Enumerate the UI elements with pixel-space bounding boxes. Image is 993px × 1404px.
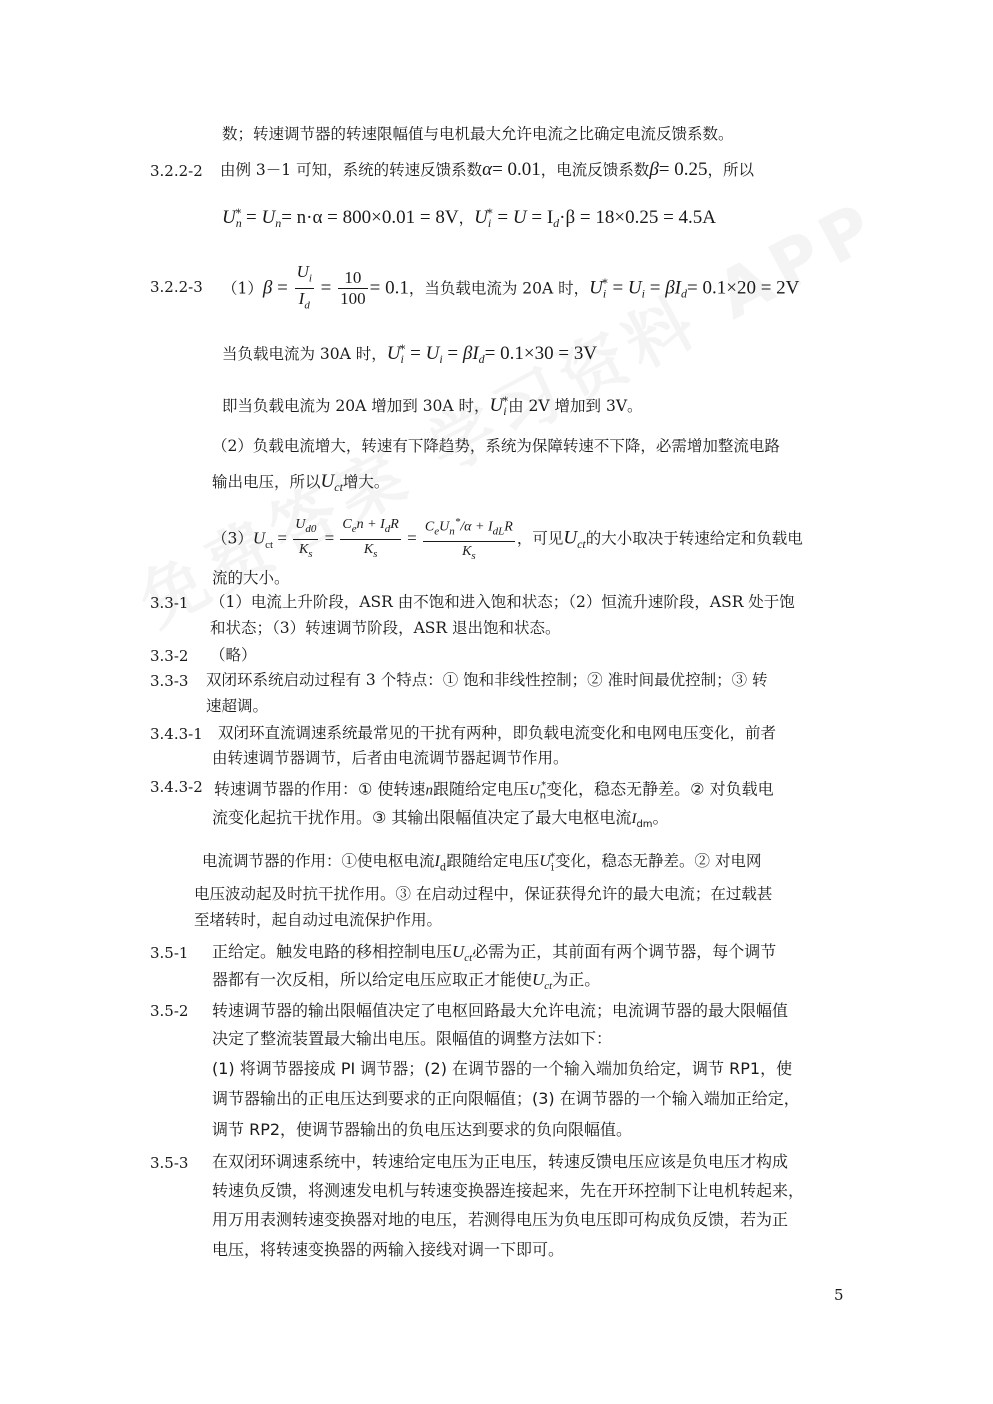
section-3431-line-1: 双闭环直流调速系统最常见的干扰有两种，即负载电流变化和电网电压变化，前者 [218,724,777,742]
section-331-line-2: 和状态；（3）转速调节阶段，ASR 退出饱和状态。 [210,619,561,637]
para-2-line-1: （2）负载电流增大，转速有下降趋势，系统为保障转速不下降，必需增加整流电路 [212,437,780,455]
section-3432-line-4: 电压波动起及时抗干扰作用。③ 在启动过程中，保证获得允许的最大电流；在过载甚 [194,885,773,903]
section-331-line-1: （1）电流上升阶段，ASR 由不饱和进入饱和状态；（2）恒流升速阶段，ASR 处于饱 [210,593,795,611]
section-number: 3.5-2 [150,1002,189,1020]
section-352-line-5: 调节 RP2，使调节器输出的负电压达到要求的负向限幅值。 [212,1120,633,1139]
section-351-line-2: 器都有一次反相，所以给定电压应取正才能使$U_{ct}$为正。 [212,970,601,993]
section-332-line-1: （略） [210,646,257,664]
load-increase-line: 即当负载电流为 20A 增加到 30A 时，$U_i^*$由 2V 增加到 3V。 [222,394,643,419]
section-352-line-3: (1) 将调节器接成 PI 调节器；(2) 在调节器的一个输入端加负给定，调节 RP1，使 [212,1059,793,1078]
section-number: 3.3-1 [150,594,189,612]
equation-uct: $(3)U_{ct}$ = $\frac{U_{d0}}{K_s}$ = $\frac{C_en + I_dR}{K_s}$ = $\frac{C_eU_n^*/\alpha + I_{dL}R}{K_s}$ ，可见$U_{ct}$的大小取决于转速给定和负载电 [212,512,803,566]
section-number: 3.5-3 [150,1154,189,1172]
section-3431-line-2: 由转速调节器调节，后者由电流调节器起调节作用。 [212,749,569,767]
load-30a-line: 当负载电流为 30A 时，$U_i^* = U_i = \beta I_d= 0.1\times 30 = 3V$ [222,342,598,367]
section-number: 3.4.3-2 [150,778,203,796]
section-353-line-2: 转速负反馈，将测速发电机与转速变换器连接起来，先在开环控制下让电机转起来， [212,1181,805,1200]
page-number: 5 [834,1286,844,1304]
section-333-line-1: 双闭环系统启动过程有 3 个特点：① 饱和非线性控制；② 准时间最优控制；③ 转 [206,671,768,689]
section-353-line-1: 在双闭环调速系统中，转速给定电压为正电压，转速反馈电压应该是负电压才构成 [212,1152,789,1171]
section-351-line-1: 正给定。触发电路的移相控制电压$U_{ct}$必需为正，其前面有两个调节器，每个调节 [212,942,777,965]
section-353-line-3: 用万用表测转速变换器对地的电压，若测得电压为负电压即可构成负反馈，若为正 [212,1210,789,1229]
section-number: 3.5-1 [150,944,189,962]
section-number: 3.4.3-1 [150,725,203,743]
section-3432-line-3: 电流调节器的作用：①使电枢电流$I_d$跟随给定电压$U_i^*$变化，稳态无静差。② 对电网 [202,852,762,874]
section-number: 3.3-3 [150,672,189,690]
section-353-line-4: 电压，将转速变换器的两输入接线对调一下即可。 [212,1240,565,1259]
section-number: 3.3-2 [150,647,189,665]
section-number: 3.2.2-2 [150,162,203,180]
intro-line: 数；转速调节器的转速限幅值与电机最大允许电流之比确定电流反馈系数。 [222,125,734,143]
section-352-line-4: 调节器输出的正电压达到要求的正向限幅值；(3) 在调节器的一个输入端加正给定， [212,1089,800,1108]
equation-un: $U_n^* = U_n= n\cdot\alpha = 800\times 0.01 = 8V$，$U_i^* = U = I_d\cdot\beta = 18\times 0.25 = 4.5A$ [222,206,717,231]
section-3432-line-1: 转速调节器的作用：① 使转速n跟随给定电压$U_n^*$变化，稳态无静差。② 对负载电 [214,779,774,802]
equation-beta: （1）β = $\frac{U_i}{I_d}$ = $\frac{10}{100}$ = 0.1，当负载电流为 20A 时，$U_i^* = U_i = \beta I_d= 0.1\times 20 = 2V$ [222,262,800,312]
para-2-line-2: 输出电压，所以$U_{ct}$增大。 [212,471,390,495]
section-333-line-2: 速超调。 [206,697,269,715]
section-3222-2-text: 由例 3－1 可知，系统的转速反馈系数α= 0.01，电流反馈系数β= 0.25，所以 [220,159,755,180]
section-352-line-1: 转速调节器的输出限幅值决定了电枢回路最大允许电流；电流调节器的最大限幅值 [212,1001,789,1020]
section-3432-line-2: 流变化起抗干扰作用。③ 其输出限幅值决定了最大电枢电流$I_{dm}$。 [212,808,669,831]
para-3-line-2: 流的大小。 [212,569,290,587]
section-352-line-2: 决定了整流装置最大输出电压。限幅值的调整方法如下： [212,1029,613,1048]
section-number: 3.2.2-3 [150,278,203,296]
section-3432-line-5: 至堵转时，起自动过电流保护作用。 [194,911,443,929]
